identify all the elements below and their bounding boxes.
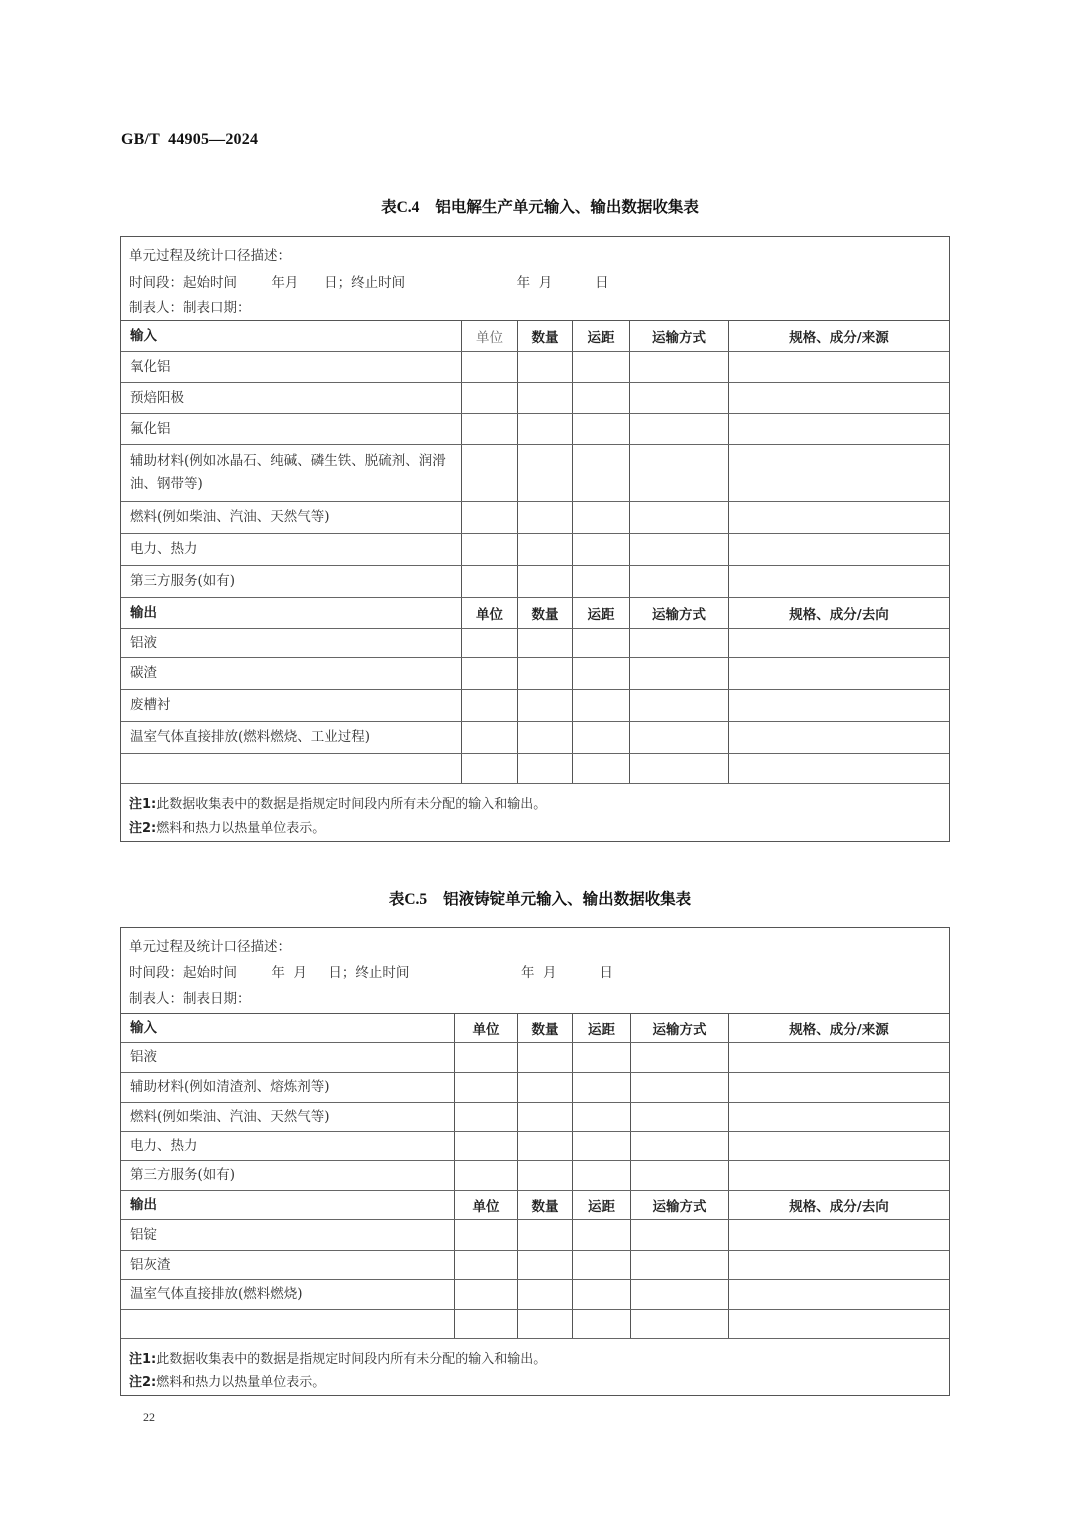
- unit-cell[interactable]: [462, 445, 518, 501]
- unit-cell[interactable]: [455, 1103, 518, 1131]
- table-row: [121, 1280, 949, 1310]
- unit-cell[interactable]: [462, 658, 518, 689]
- table-row: [121, 1103, 949, 1132]
- transport-cell[interactable]: [630, 445, 729, 501]
- transport-cell[interactable]: [630, 352, 729, 382]
- input-item: 预焙阳极: [121, 383, 462, 413]
- note-text: 此数据收集表中的数据是指规定时间段内所有未分配的输入和输出。: [156, 797, 547, 812]
- quantity-cell[interactable]: [518, 690, 573, 721]
- spec-source-column-header: 规格、成分/来源: [789, 330, 889, 346]
- distance-column-header: 运距: [573, 1014, 631, 1042]
- distance-cell[interactable]: [573, 1043, 631, 1072]
- note-2: [129, 1371, 325, 1390]
- spec-cell[interactable]: [729, 1280, 949, 1309]
- transport-cell[interactable]: [631, 1220, 729, 1250]
- spec-cell[interactable]: [729, 414, 949, 444]
- transport-cell[interactable]: [630, 414, 729, 444]
- unit-column-header: 单位: [455, 1191, 518, 1219]
- table-row: [121, 1073, 949, 1103]
- distance-cell[interactable]: [573, 414, 630, 444]
- spec-cell[interactable]: [729, 1310, 949, 1338]
- spec-cell[interactable]: [729, 1103, 949, 1131]
- unit-cell[interactable]: [462, 534, 518, 565]
- quantity-cell[interactable]: [518, 1043, 573, 1072]
- note-1: [129, 1348, 546, 1367]
- table-c4: [120, 236, 950, 842]
- quantity-column-header: 数量: [518, 321, 573, 351]
- table-row: [121, 414, 949, 445]
- quantity-cell[interactable]: [518, 352, 573, 382]
- unit-cell[interactable]: [462, 352, 518, 382]
- unit-cell[interactable]: [462, 566, 518, 597]
- table-number: 表C.5: [388, 891, 428, 908]
- table-row-empty: [121, 754, 949, 784]
- spec-cell[interactable]: [729, 1073, 949, 1102]
- unit-cell[interactable]: [462, 383, 518, 413]
- distance-cell[interactable]: [573, 352, 630, 382]
- output-item[interactable]: [121, 1310, 455, 1338]
- unit-column-header: 单位: [455, 1014, 518, 1042]
- quantity-cell[interactable]: [518, 1280, 573, 1309]
- quantity-cell[interactable]: [518, 383, 573, 413]
- quantity-cell[interactable]: [518, 1103, 573, 1131]
- table-row: [121, 534, 949, 566]
- output-item: 废槽衬: [121, 690, 462, 721]
- distance-cell[interactable]: [573, 629, 630, 657]
- quantity-cell[interactable]: [518, 629, 573, 657]
- transport-cell[interactable]: [631, 1132, 729, 1160]
- unit-cell[interactable]: [462, 629, 518, 657]
- note-1: [129, 793, 546, 812]
- transport-cell[interactable]: [630, 722, 729, 753]
- table-row: [121, 502, 949, 534]
- transport-cell[interactable]: [630, 754, 729, 783]
- unit-cell[interactable]: [455, 1043, 518, 1072]
- transport-column-header: 运输方式: [630, 598, 729, 628]
- note-text: 燃料和热力以热量单位表示。: [156, 821, 326, 836]
- quantity-cell[interactable]: [518, 534, 573, 565]
- table-notes: [121, 1339, 949, 1395]
- unit-cell[interactable]: [455, 1280, 518, 1309]
- distance-cell[interactable]: [573, 690, 630, 721]
- quantity-cell[interactable]: [518, 566, 573, 597]
- table-row: [121, 658, 949, 690]
- quantity-cell[interactable]: [518, 502, 573, 533]
- table-meta-block: [121, 928, 949, 1014]
- input-column-header: 输入: [121, 1014, 455, 1042]
- output-item: 温室气体直接排放(燃料燃烧): [121, 1280, 455, 1309]
- distance-cell[interactable]: [573, 502, 630, 533]
- spec-cell[interactable]: [729, 566, 949, 597]
- unit-cell[interactable]: [462, 690, 518, 721]
- spec-cell[interactable]: [729, 534, 949, 565]
- unit-cell[interactable]: [462, 502, 518, 533]
- distance-cell[interactable]: [573, 1220, 631, 1250]
- quantity-cell[interactable]: [518, 414, 573, 444]
- quantity-column-header: 数量: [518, 598, 573, 628]
- distance-cell[interactable]: [573, 383, 630, 413]
- table-c4-title: [0, 195, 1080, 217]
- quantity-cell[interactable]: [518, 1132, 573, 1160]
- distance-cell[interactable]: [573, 658, 630, 689]
- table-row: [121, 1220, 949, 1251]
- output-column-header: 输出: [121, 598, 462, 628]
- output-column-header: 输出: [121, 1191, 455, 1219]
- quantity-cell[interactable]: [518, 1161, 573, 1190]
- output-item: 温室气体直接排放(燃料燃烧、工业过程): [121, 722, 462, 753]
- distance-column-header: 运距: [573, 598, 630, 628]
- quantity-cell[interactable]: [518, 722, 573, 753]
- table-row: [121, 1132, 949, 1161]
- quantity-cell[interactable]: [518, 658, 573, 689]
- transport-cell[interactable]: [631, 1280, 729, 1309]
- unit-cell[interactable]: [462, 722, 518, 753]
- spec-cell[interactable]: [729, 352, 949, 382]
- distance-cell[interactable]: [573, 445, 630, 501]
- transport-cell[interactable]: [630, 658, 729, 689]
- note-label: 注1:: [129, 797, 157, 812]
- spec-destination-column-header: 规格、成分/去向: [789, 1199, 889, 1215]
- unit-cell[interactable]: [455, 1310, 518, 1338]
- table-number: 表C.4: [381, 199, 420, 216]
- table-row: [121, 722, 949, 754]
- output-item: 铝灰渣: [121, 1251, 455, 1279]
- spec-cell[interactable]: [729, 1161, 949, 1190]
- table-row: [121, 352, 949, 383]
- note-label: 注2:: [129, 821, 157, 836]
- transport-column-header: 运输方式: [630, 321, 729, 351]
- input-item: 辅助材料(例如清渣剂、熔炼剂等): [121, 1073, 455, 1102]
- distance-cell[interactable]: [573, 1073, 631, 1102]
- table-caption: 铝液铸锭单元输入、输出数据收集表: [443, 890, 692, 908]
- distance-cell[interactable]: [573, 722, 630, 753]
- input-header-row: [121, 321, 949, 352]
- output-item: 铝液: [121, 629, 462, 657]
- distance-cell[interactable]: [573, 1132, 631, 1160]
- input-header-row: [121, 1014, 949, 1043]
- time-period-label: 时间段：起始时间 年月 日；终止时间 年 月 日: [129, 275, 609, 291]
- table-row: [121, 690, 949, 722]
- input-item: 辅助材料(例如冰晶石、纯碱、磷生铁、脱硫剂、润滑油、钢带等): [121, 445, 462, 501]
- unit-cell[interactable]: [455, 1132, 518, 1160]
- quantity-column-header: 数量: [518, 1191, 573, 1219]
- input-item: 第三方服务(如有): [121, 566, 462, 597]
- unit-cell[interactable]: [462, 414, 518, 444]
- page-number: 22: [143, 1410, 155, 1424]
- spec-cell[interactable]: [729, 502, 949, 533]
- table-meta-block: [121, 237, 949, 321]
- output-item: 碳渣: [121, 658, 462, 689]
- transport-cell[interactable]: [630, 534, 729, 565]
- distance-cell[interactable]: [573, 1103, 631, 1131]
- input-item: 铝液: [121, 1043, 455, 1072]
- preparer-label: 制表人：制表日期：: [129, 991, 251, 1007]
- output-item: 铝锭: [121, 1220, 455, 1250]
- spec-cell[interactable]: [729, 1251, 949, 1279]
- quantity-cell[interactable]: [518, 445, 573, 501]
- unit-column-header: 单位: [462, 321, 518, 351]
- table-row: [121, 566, 949, 598]
- output-header-row: [121, 1191, 949, 1220]
- note-2: [129, 817, 325, 836]
- table-row: [121, 383, 949, 414]
- distance-cell[interactable]: [573, 1251, 631, 1279]
- unit-cell[interactable]: [455, 1220, 518, 1250]
- input-column-header: 输入: [121, 321, 462, 351]
- input-item: 氟化铝: [121, 414, 462, 444]
- quantity-column-header: 数量: [518, 1014, 573, 1042]
- table-row: [121, 445, 949, 502]
- input-item: 第三方服务(如有): [121, 1161, 455, 1190]
- spec-cell[interactable]: [729, 754, 949, 783]
- transport-column-header: 运输方式: [631, 1014, 729, 1042]
- input-item: 电力、热力: [121, 534, 462, 565]
- input-item: 燃料(例如柴油、汽油、天然气等): [121, 1103, 455, 1131]
- note-text: 燃料和热力以热量单位表示。: [156, 1375, 326, 1390]
- spec-cell[interactable]: [729, 383, 949, 413]
- distance-column-header: 运距: [573, 321, 630, 351]
- distance-cell[interactable]: [573, 1161, 631, 1190]
- quantity-cell[interactable]: [518, 1073, 573, 1102]
- table-caption: 铝电解生产单元输入、输出数据收集表: [435, 198, 699, 216]
- scope-description-label: 单元过程及统计口径描述：: [129, 248, 291, 264]
- transport-cell[interactable]: [631, 1251, 729, 1279]
- spec-cell[interactable]: [729, 1220, 949, 1250]
- distance-cell[interactable]: [573, 754, 630, 783]
- table-row-empty: [121, 1310, 949, 1339]
- quantity-cell[interactable]: [518, 754, 573, 783]
- transport-cell[interactable]: [631, 1103, 729, 1131]
- transport-cell[interactable]: [630, 502, 729, 533]
- transport-cell[interactable]: [630, 690, 729, 721]
- unit-cell[interactable]: [455, 1073, 518, 1102]
- distance-cell[interactable]: [573, 566, 630, 597]
- spec-cell[interactable]: [729, 658, 949, 689]
- table-row: [121, 629, 949, 658]
- quantity-cell[interactable]: [518, 1220, 573, 1250]
- distance-cell[interactable]: [573, 1310, 631, 1338]
- output-header-row: [121, 598, 949, 629]
- note-label: 注1:: [129, 1352, 157, 1367]
- input-item: 燃料(例如柴油、汽油、天然气等): [121, 502, 462, 533]
- table-row: [121, 1161, 949, 1191]
- spec-cell[interactable]: [729, 629, 949, 657]
- table-row: [121, 1251, 949, 1280]
- transport-cell[interactable]: [630, 629, 729, 657]
- spec-cell[interactable]: [729, 722, 949, 753]
- table-notes: [121, 784, 949, 841]
- standard-code: GB/T 44905—2024: [121, 131, 259, 148]
- spec-destination-column-header: 规格、成分/去向: [789, 607, 889, 623]
- spec-cell[interactable]: [729, 445, 949, 501]
- spec-source-column-header: 规格、成分/来源: [789, 1022, 889, 1038]
- transport-cell[interactable]: [631, 1043, 729, 1072]
- note-label: 注2:: [129, 1375, 157, 1390]
- unit-cell[interactable]: [455, 1161, 518, 1190]
- output-item[interactable]: [121, 754, 462, 783]
- quantity-cell[interactable]: [518, 1251, 573, 1279]
- distance-cell[interactable]: [573, 1280, 631, 1309]
- spec-cell[interactable]: [729, 690, 949, 721]
- transport-cell[interactable]: [631, 1073, 729, 1102]
- note-text: 此数据收集表中的数据是指规定时间段内所有未分配的输入和输出。: [156, 1352, 547, 1367]
- input-item: 氧化铝: [121, 352, 462, 382]
- scope-description-label: 单元过程及统计口径描述：: [129, 939, 291, 955]
- table-c5: [120, 927, 950, 1396]
- distance-column-header: 运距: [573, 1191, 631, 1219]
- input-item: 电力、热力: [121, 1132, 455, 1160]
- time-period-label: 时间段：起始时间 年 月 日；终止时间 年 月 日: [129, 965, 613, 981]
- transport-cell[interactable]: [631, 1161, 729, 1190]
- table-row: [121, 1043, 949, 1073]
- transport-column-header: 运输方式: [631, 1191, 729, 1219]
- unit-column-header: 单位: [462, 598, 518, 628]
- transport-cell[interactable]: [631, 1310, 729, 1338]
- unit-cell[interactable]: [462, 754, 518, 783]
- unit-cell[interactable]: [455, 1251, 518, 1279]
- spec-cell[interactable]: [729, 1043, 949, 1072]
- transport-cell[interactable]: [630, 383, 729, 413]
- table-c5-title: [0, 887, 1080, 909]
- quantity-cell[interactable]: [518, 1310, 573, 1338]
- transport-cell[interactable]: [630, 566, 729, 597]
- preparer-label: 制表人：制表口期：: [129, 300, 251, 316]
- distance-cell[interactable]: [573, 534, 630, 565]
- spec-cell[interactable]: [729, 1132, 949, 1160]
